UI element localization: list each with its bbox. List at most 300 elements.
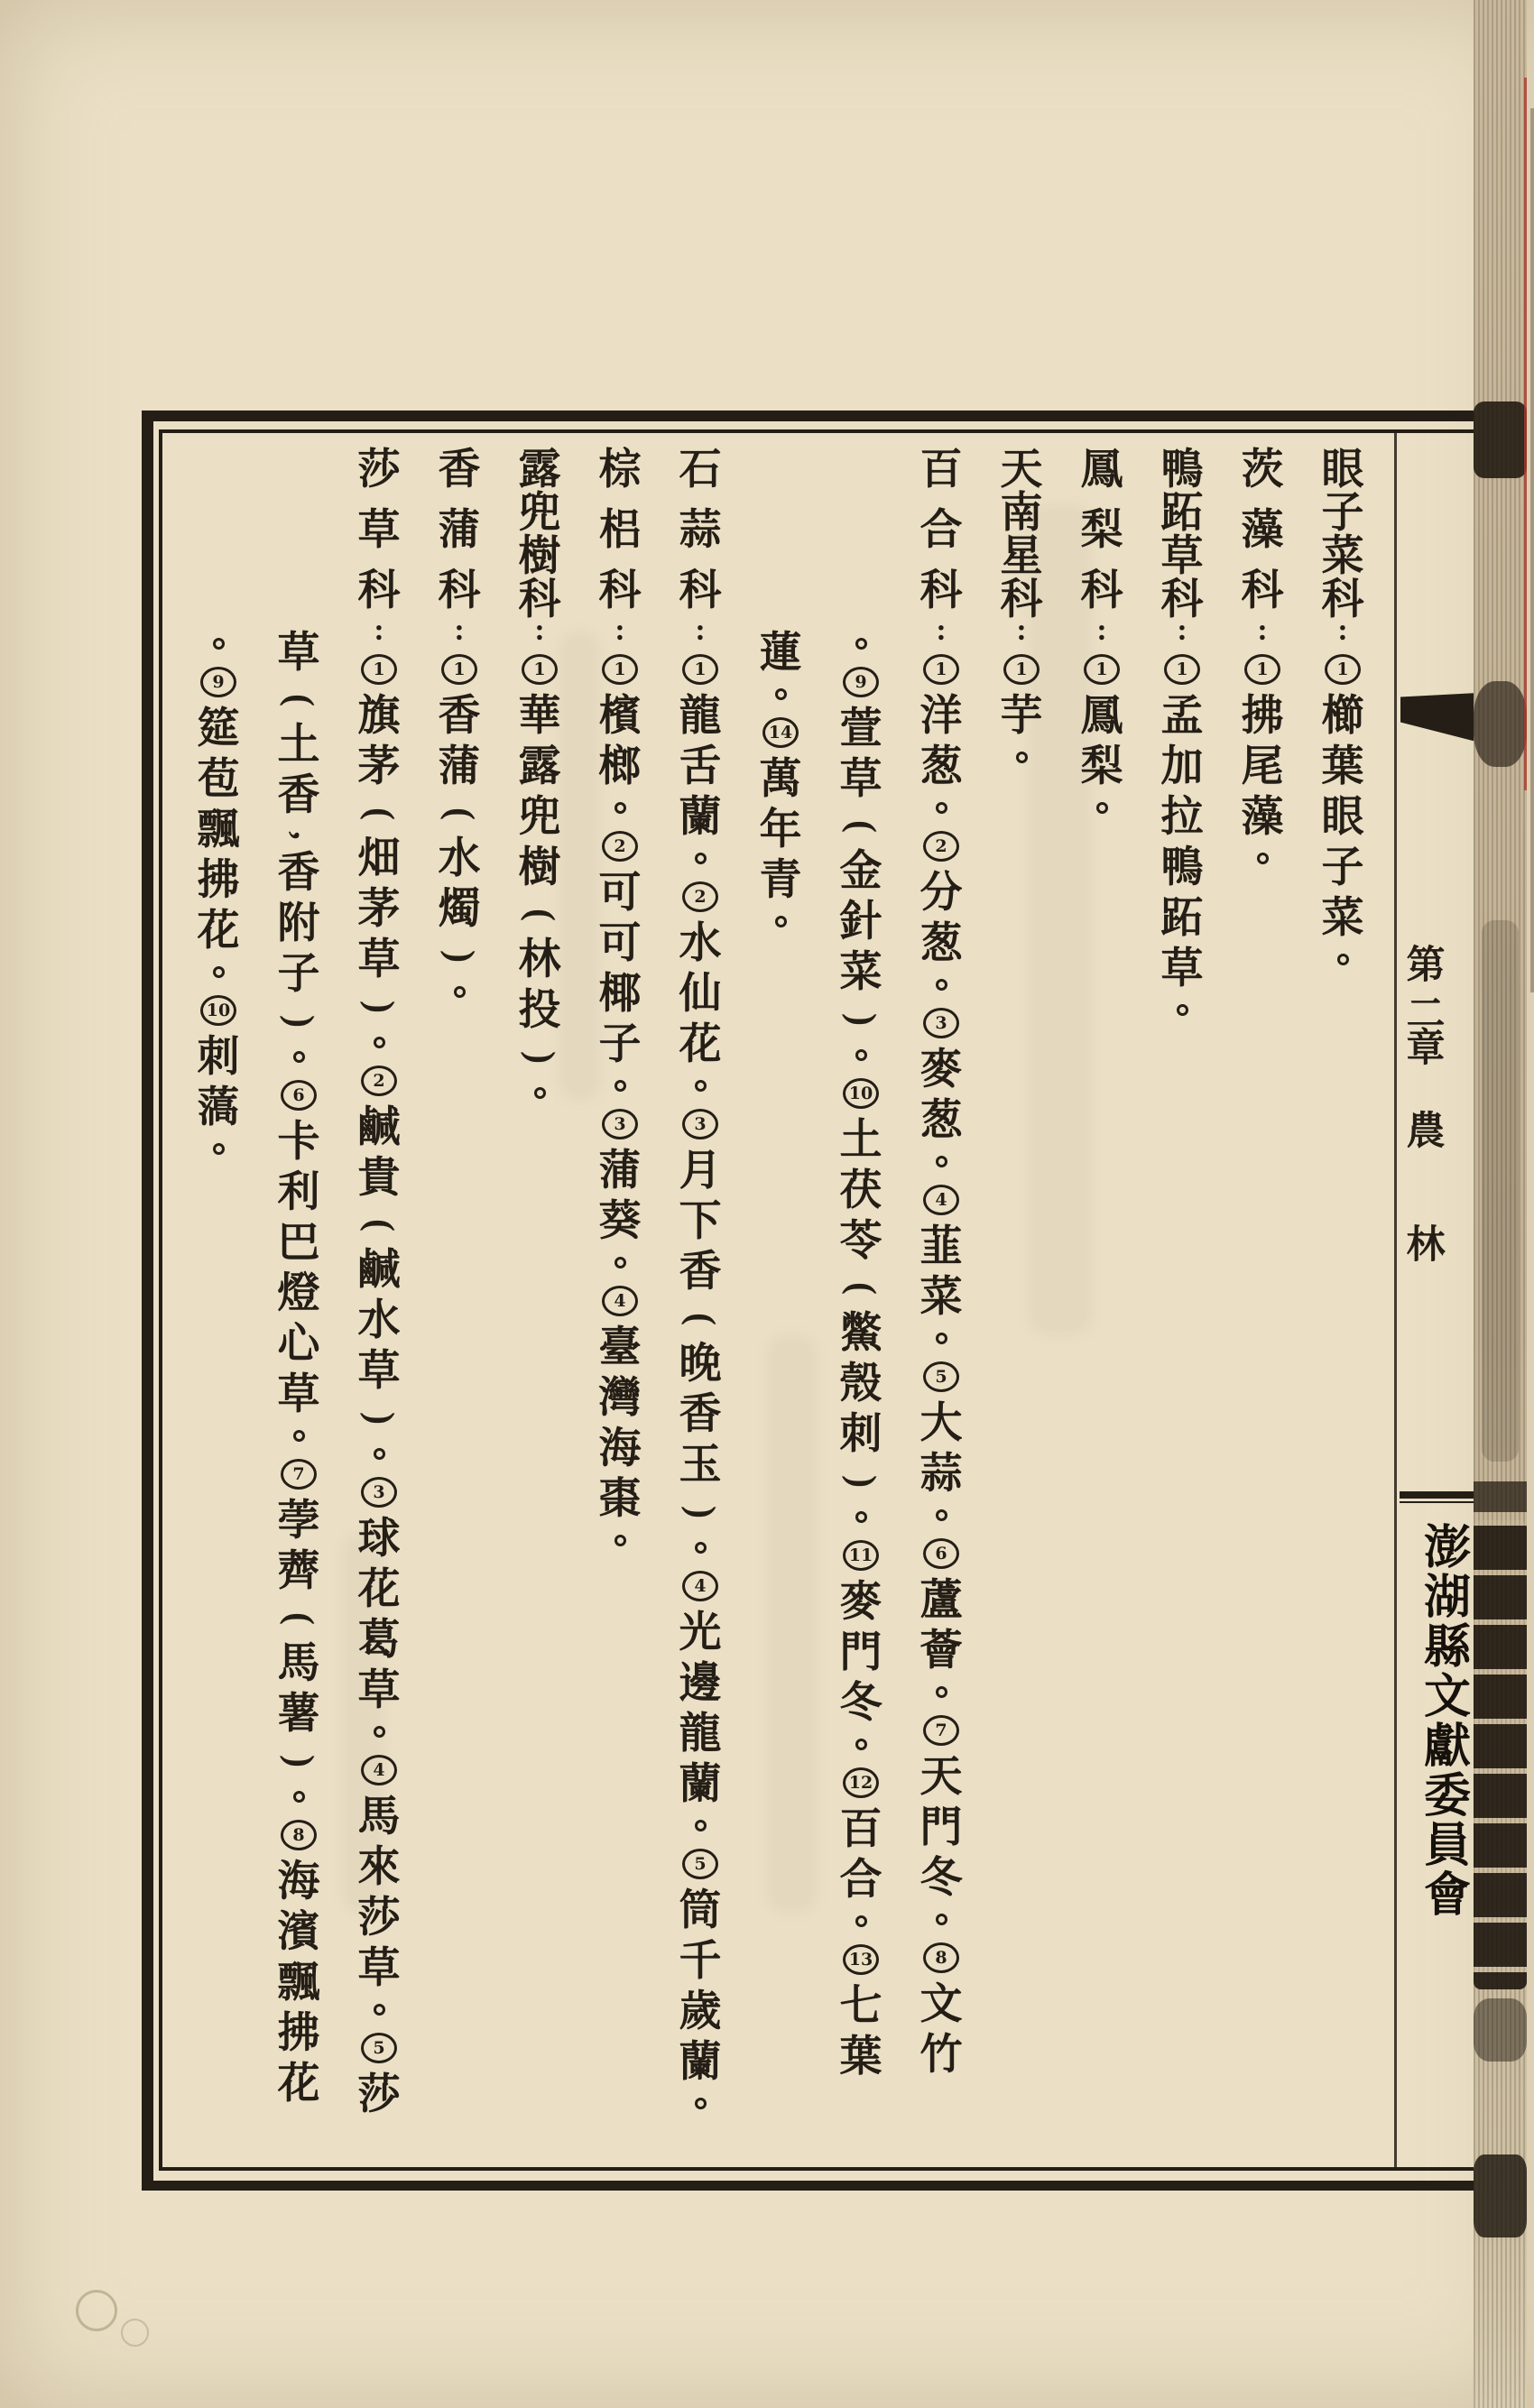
ideographic-period [855,1049,867,1061]
char: 水 [357,1297,401,1344]
char: 蒲 [438,743,481,790]
ideographic-period [1257,853,1269,864]
item-number: 6 [923,1538,959,1569]
item-number: 1 [1084,654,1120,685]
char: 樹 [518,844,561,891]
char: 香 [679,1249,722,1296]
ink-blotch [1474,1481,1527,1512]
family-name [354,448,404,613]
item-number: 3 [923,1008,959,1038]
colon: : [1257,614,1268,647]
family-char: 棕 [598,447,642,494]
char: 邊 [679,1660,722,1707]
item-number: 1 [682,654,718,685]
species-items [354,649,404,2121]
faint-circle-mark [76,2290,117,2331]
item-number: 1 [923,654,959,685]
paren-open: ( [359,1219,401,1232]
char: 飄 [277,1960,320,2007]
ideographic-period [1016,752,1028,763]
margin-rule [1400,1491,1474,1501]
char: 林 [518,936,561,983]
char: 刺 [197,1034,240,1081]
ideographic-period [695,2098,707,2109]
species-items [1237,649,1288,876]
item-number: 2 [923,831,959,862]
char: 檳 [598,693,642,740]
family-entry-column [1077,448,1127,826]
char: 附 [277,900,320,947]
red-edge-line [1524,78,1527,790]
colon: : [1337,614,1348,647]
char: 門 [919,1804,963,1851]
family-name [514,447,565,623]
family-entry-column [1317,448,1368,977]
ideographic-period [855,1739,867,1750]
family-name [1237,448,1288,613]
colon: : [1016,614,1027,647]
paren-open: ( [359,807,401,820]
char: 殼 [839,1361,883,1407]
paren-close: ) [520,1051,561,1064]
paren-open: ( [439,807,481,820]
family-char: 露 [518,447,561,494]
char: 跖 [1160,895,1204,942]
char: 蓮 [759,630,802,677]
item-number: 13 [843,1944,879,1975]
ideographic-period [936,802,947,814]
chapter-char: 二 [1406,993,1446,1036]
char: 莎 [357,2071,401,2118]
ideographic-period [293,1430,305,1442]
family-char: 梨 [1080,507,1123,554]
char: 葱 [919,920,963,967]
continuation-column [273,448,324,2110]
family-char: 子 [1321,490,1364,537]
ideographic-period [374,1448,385,1460]
species-items [836,448,886,2083]
char: 千 [679,1938,722,1985]
char: 利 [277,1169,320,1216]
family-char: 蒲 [438,507,481,554]
char: 菜 [839,949,883,996]
char: 大 [919,1400,963,1447]
char: 灣 [598,1375,642,1422]
ink-ghost-text [1482,920,1519,1462]
item-number: 14 [762,717,799,748]
ideographic-period [855,1915,867,1927]
char: 葉 [839,2034,883,2080]
char: 鴨 [1160,844,1204,891]
char: 玉 [679,1442,722,1489]
ink-blotch [1474,401,1527,478]
ideographic-period [1337,954,1349,965]
char: 菜 [1321,895,1364,942]
family-char: 眼 [1321,447,1364,494]
char: 門 [839,1629,883,1676]
colon: : [1177,614,1187,647]
colon: : [534,614,545,647]
paren-close: ) [439,950,481,963]
char: 露 [518,743,561,790]
item-number: 10 [843,1078,879,1109]
item-number: 12 [843,1767,879,1798]
char: 芋 [1000,693,1043,740]
char: 棗 [598,1476,642,1523]
char: 香 [679,1391,722,1438]
ideographic-period [213,966,225,978]
char: 馬 [277,1640,320,1687]
family-char: 跖 [1160,490,1204,537]
family-char: 南 [1000,490,1043,537]
char: 香 [277,772,320,819]
char: 燭 [438,886,481,933]
char: 草 [277,630,320,677]
char: 濱 [277,1909,320,1956]
char: 蘭 [679,794,722,841]
item-number: 1 [602,654,638,685]
char: 葵 [598,1198,642,1245]
publisher-char: 澎 [1423,1523,1471,1574]
family-entry-column [434,448,485,1010]
char: 花 [197,908,240,955]
ideographic-period [855,638,867,650]
paren-open: ( [680,1313,722,1325]
char: 心 [277,1321,320,1368]
char: 球 [357,1516,401,1563]
ideographic-period [213,638,225,650]
char: 薈 [919,1628,963,1675]
ideographic-period [775,688,787,700]
family-char: 科 [357,567,401,614]
char: 茅 [357,886,401,933]
ideographic-period [936,1686,947,1698]
ideographic-period [213,1143,225,1155]
species-items [273,448,324,2110]
family-name [1157,447,1207,623]
char: 金 [839,848,883,895]
char: 藻 [1241,794,1284,841]
char: 花 [357,1566,401,1613]
species-items [675,649,725,2121]
colon: : [615,614,625,647]
char: 蒲 [598,1148,642,1195]
ideographic-period [695,853,707,864]
char: 加 [1160,743,1204,790]
item-number: 2 [602,831,638,862]
family-char: 科 [1080,567,1123,614]
paren-close: ) [841,1013,883,1026]
ink-blotch [1474,1998,1527,2062]
family-char: 兜 [518,490,561,537]
ideographic-period [615,802,626,814]
char: 草 [357,1667,401,1714]
char: 分 [919,870,963,917]
item-number: 4 [602,1286,638,1316]
char: 針 [839,899,883,946]
ideographic-period [615,1080,626,1092]
char: 草 [357,1945,401,1992]
family-char: 梠 [598,507,642,554]
ideographic-period [454,986,466,998]
species-items [595,649,645,1558]
char: 貴 [357,1155,401,1202]
publisher-char: 員 [1423,1821,1471,1872]
char: 草 [277,1371,320,1418]
char: 海 [598,1425,642,1472]
char: 卡 [277,1119,320,1166]
ideographic-period [374,2004,385,2016]
char: 臺 [598,1324,642,1371]
family-char: 樹 [518,533,561,580]
item-number: 1 [522,654,558,685]
item-number: 7 [281,1459,317,1490]
char: 萱 [839,706,883,752]
item-number: 2 [361,1066,397,1096]
char: 香 [277,850,320,897]
char: 水 [438,835,481,882]
char: 拂 [277,2010,320,2057]
char: 龍 [679,693,722,740]
char: 仙 [679,971,722,1018]
char: 梨 [1080,743,1123,790]
species-items [1317,649,1368,977]
char: 巴 [277,1220,320,1267]
ideographic-period [615,1535,626,1546]
ideographic-period [695,1080,707,1092]
ideographic-period [615,1257,626,1269]
char: 薃 [197,1084,240,1131]
margin-divider-line [1394,429,1397,2171]
char: 筵 [197,706,240,752]
family-entry-column [1157,448,1207,1028]
item-number: 1 [441,654,477,685]
char: 椰 [598,971,642,1018]
family-char: 鳳 [1080,447,1123,494]
item-number: 4 [682,1571,718,1601]
char: 旗 [357,693,401,740]
item-number: 8 [281,1820,317,1850]
chapter-char: 章 [1406,1028,1446,1070]
char: 竹 [919,2032,963,2079]
char: 洋 [919,693,963,740]
char: 晚 [679,1341,722,1388]
paren-close: ) [841,1475,883,1488]
char: 刺 [839,1411,883,1458]
paren-close: ) [359,1412,401,1425]
char: 冬 [839,1680,883,1727]
char: 榔 [598,743,642,790]
ideographic-period [1096,802,1108,814]
ink-blotch-spine-text [1474,1520,1527,1989]
char: 水 [679,920,722,967]
char: 莎 [357,1895,401,1942]
family-char: 天 [1000,447,1043,494]
char: 年 [759,807,802,853]
char: 可 [598,870,642,917]
family-char: 科 [518,577,561,623]
paren-close: ) [279,1015,320,1028]
char: 下 [679,1198,722,1245]
family-char: 菜 [1321,533,1364,580]
continuation-column [836,448,886,2083]
ideographic-period [936,1914,947,1925]
char: 蘭 [679,1761,722,1808]
colon: : [695,614,706,647]
family-char: 科 [919,567,963,614]
char: 來 [357,1844,401,1891]
family-name [434,448,485,613]
char: 龍 [679,1711,722,1758]
ideographic-period [936,1509,947,1521]
family-char: 藻 [1241,507,1284,554]
ink-blotch [1474,681,1527,767]
family-char: 科 [598,567,642,614]
publisher-char: 會 [1423,1870,1471,1922]
char: 苞 [197,756,240,803]
family-name [996,447,1047,623]
char: 拂 [197,857,240,904]
char: 子 [277,951,320,998]
char: 拉 [1160,794,1204,841]
ideographic-period [695,1542,707,1554]
char: 菜 [919,1274,963,1321]
paren-close: ) [279,1755,320,1767]
family-char: 草 [1160,533,1204,580]
family-entry-column [595,448,645,1558]
item-number: 1 [1164,654,1200,685]
char: 筒 [679,1887,722,1934]
char: 荸 [277,1498,320,1545]
item-number: 10 [200,995,236,1026]
char: 投 [518,987,561,1034]
species-items [434,649,485,1010]
chapter-char: 林 [1406,1224,1446,1267]
char: 天 [919,1754,963,1801]
family-char: 星 [1000,533,1043,580]
item-number: 8 [923,1942,959,1973]
family-char: 科 [1321,577,1364,623]
item-number: 7 [923,1715,959,1746]
publisher-char: 文 [1423,1672,1471,1723]
char: 百 [839,1806,883,1853]
ideographic-period [374,1037,385,1048]
paren-open: ( [520,909,561,921]
char: 鱉 [839,1310,883,1357]
family-char: 科 [1241,567,1284,614]
faint-circle-mark [121,2319,149,2347]
char: 蘭 [679,2039,722,2086]
paren-open: ( [279,694,320,706]
ideographic-period [695,1820,707,1831]
item-number: 5 [923,1361,959,1392]
family-char: 科 [1160,577,1204,623]
ideographic-period [1177,1004,1188,1016]
family-name [1317,447,1368,623]
char: 尾 [1241,743,1284,790]
item-number: 1 [361,654,397,685]
family-char: 蒜 [679,507,722,554]
item-number: 9 [200,667,236,697]
family-name [1077,448,1127,613]
species-items [916,649,966,2081]
char: 韮 [919,1223,963,1270]
item-number: 4 [361,1755,397,1785]
species-items [1157,649,1207,1028]
item-number: 9 [843,667,879,697]
char: 馬 [357,1794,401,1841]
item-number: 3 [602,1109,638,1139]
item-number: 3 [361,1477,397,1508]
char: 子 [598,1021,642,1068]
char: 青 [759,857,802,904]
family-char: 合 [919,507,963,554]
family-char: 莎 [357,447,401,494]
char: 舌 [679,743,722,790]
char: 土 [839,1117,883,1164]
publisher-title [1422,1523,1473,1924]
char: 冬 [919,1855,963,1902]
ideographic-comma: , [286,831,324,840]
family-char: 茨 [1241,447,1284,494]
family-entry-column [916,448,966,2081]
char: 茯 [839,1167,883,1214]
species-items [514,649,565,1111]
char: 眼 [1321,794,1364,841]
char: 薯 [277,1691,320,1738]
char: 鹹 [357,1247,401,1294]
family-entry-column [1237,448,1288,876]
continuation-column [755,448,806,939]
char: 可 [598,920,642,967]
char: 葉 [1321,743,1364,790]
item-number: 2 [682,881,718,912]
ideographic-period [293,1051,305,1063]
char: 海 [277,1859,320,1905]
ideographic-period [374,1726,385,1738]
char: 鹹 [357,1104,401,1151]
item-number: 1 [1325,654,1361,685]
species-items [1077,649,1127,826]
char: 花 [679,1021,722,1068]
family-name [916,448,966,613]
char: 葱 [919,1097,963,1144]
family-name [595,448,645,613]
publisher-char: 縣 [1423,1622,1471,1674]
ideographic-period [936,1156,947,1167]
ideographic-period [855,1511,867,1523]
char: 茅 [357,743,401,790]
family-char: 石 [679,447,722,494]
publisher-char: 獻 [1423,1721,1471,1773]
family-char: 科 [438,567,481,614]
family-entry-column [354,448,404,2121]
species-items [193,448,244,1167]
paren-close: ) [680,1506,722,1518]
family-entry-column [514,448,565,1111]
colon: : [936,614,947,647]
char: 草 [839,756,883,803]
item-number: 4 [923,1185,959,1215]
ink-blotch [1474,2154,1527,2237]
family-char: 科 [1000,577,1043,623]
char: 七 [839,1983,883,2030]
chapter-char: 農 [1406,1111,1446,1153]
char: 花 [277,2061,320,2108]
paren-open: ( [279,1612,320,1625]
char: 麥 [839,1579,883,1626]
ideographic-period [936,1333,947,1344]
